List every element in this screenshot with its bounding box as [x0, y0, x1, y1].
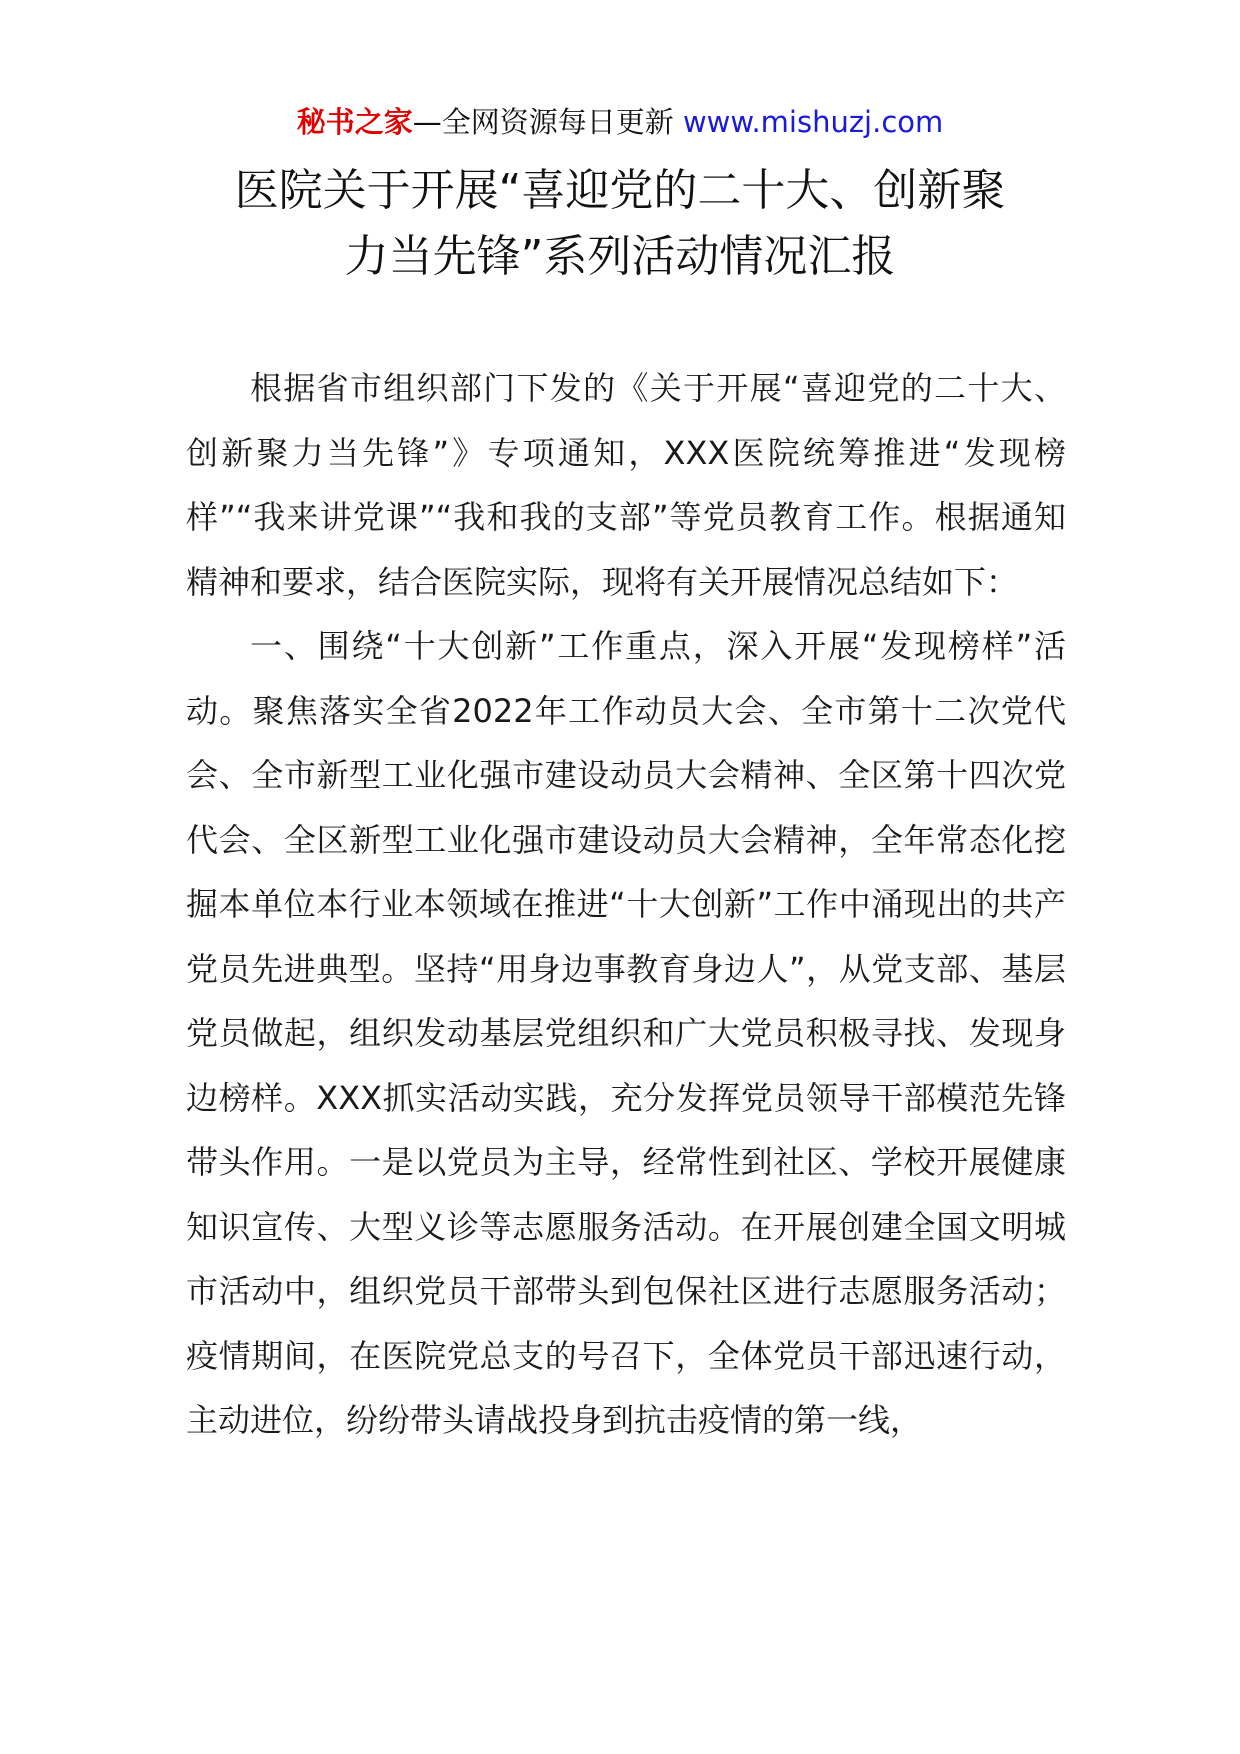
title-line-2: 力当先锋”系列活动情况汇报: [344, 231, 896, 282]
title-line-1: 医院关于开展“喜迎党的二十大、创新聚: [234, 165, 1006, 216]
document-title: [160, 158, 1080, 290]
watermark-header: [0, 100, 1240, 144]
brand-name: 秘书之家: [296, 105, 413, 139]
paragraph-section-1: 一、围绕“十大创新”工作重点，深入开展“发现榜样”活动。聚焦落实全省2022年工作动员大会、全市第十二次党代会、全市新型工业化强市建设动员大会精神、全区第十四次党代会、全区新型工业化强市建设动员大会精神，全年常态化挖掘本单位本行业本领域在推进“十大创新”工作中涌现出的共产党员先进典型。坚持“用身边事教育身边人”，从党支部、基层党员做起，组织发动基层党组织和广大党员积极寻找、发现身边榜样。XXX抓实活动实践，充分发挥党员领导干部模范先锋带头作用。一是以党员为主导，经常性到社区、学校开展健康知识宣传、大型义诊等志愿服务活动。在开展创建全国文明城市活动中，组织党员干部带头到包保社区进行志愿服务活动；疫情期间，在医院党总支的号召下，全体党员干部迅速行动，主动进位，纷纷带头请战投身到抗击疫情的第一线，: [186, 627, 1066, 1439]
header-tagline: —全网资源每日更新: [412, 105, 674, 139]
paragraph-intro: 根据省市组织部门下发的《关于开展“喜迎党的二十大、创新聚力当先锋”》专项通知，XXX医院统筹推进“发现榜样”“我来讲党课”“我和我的支部”等党员教育工作。根据通知精神和要求，结合医院实际，现将有关开展情况总结如下：: [186, 369, 1066, 601]
site-link[interactable]: www.mishuzj.com: [682, 105, 944, 139]
document-body: [186, 356, 1066, 1453]
